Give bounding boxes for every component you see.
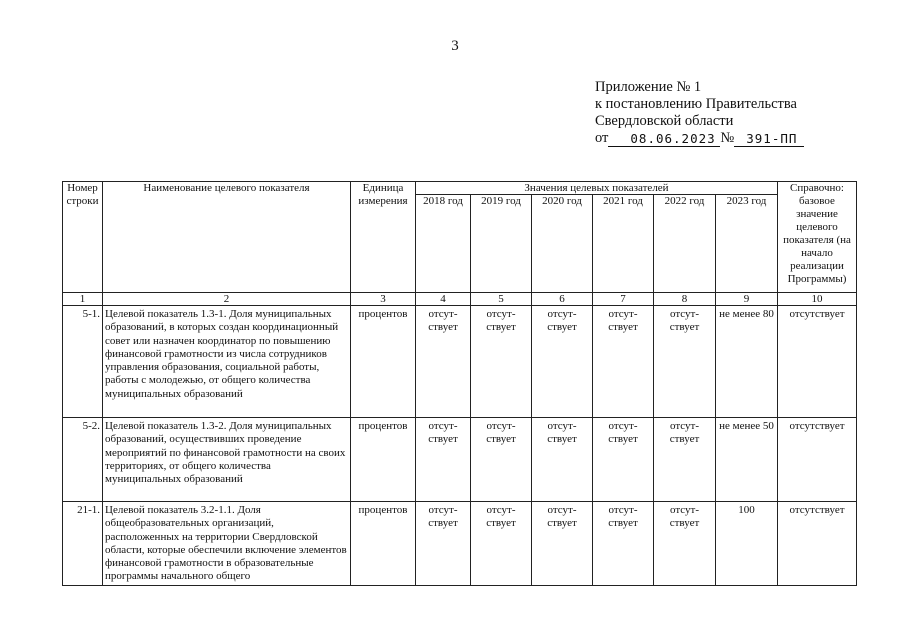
reference-value: отсутствует xyxy=(778,306,857,418)
page-number: 3 xyxy=(451,38,459,54)
table-row xyxy=(63,418,857,502)
value-2023: не менее 50 xyxy=(716,418,778,502)
appendix-date-line xyxy=(595,130,804,147)
column-number: 10 xyxy=(778,293,857,306)
row-number: 5-2. xyxy=(63,418,103,502)
column-number: 9 xyxy=(716,293,778,306)
value-2019: отсут-ствует xyxy=(471,306,532,418)
value-2020: отсут-ствует xyxy=(532,306,593,418)
value-2023: 100 xyxy=(716,502,778,586)
reference-value: отсутствует xyxy=(778,502,857,586)
header-unit: Единица измерения xyxy=(351,182,416,293)
indicator-name: Целевой показатель 1.3-1. Доля муниципальных образований, в которых создан координационный совет или назначен координатор по повышению финансовой грамотности из числа сотрудников управления образования, социальной работы, работы с молодежью, от общего количества муниципальных образований xyxy=(103,306,351,418)
column-number: 6 xyxy=(532,293,593,306)
row-number: 5-1. xyxy=(63,306,103,418)
value-2022: отсут-ствует xyxy=(654,418,716,502)
header-year: 2019 год xyxy=(471,195,532,293)
table-row xyxy=(63,502,857,586)
indicators-table xyxy=(62,181,857,586)
header-year: 2023 год xyxy=(716,195,778,293)
value-2018: отсут-ствует xyxy=(416,502,471,586)
number-label: № xyxy=(720,130,735,146)
column-number: 5 xyxy=(471,293,532,306)
reference-value: отсутствует xyxy=(778,418,857,502)
indicator-name: Целевой показатель 1.3-2. Доля муниципальных образований, осуществивших проведение мероприятий по финансовой грамотности на своих территориях, от общего количества муниципальных образований xyxy=(103,418,351,502)
column-number: 7 xyxy=(593,293,654,306)
appendix-region-line: Свердловской области xyxy=(595,113,734,129)
column-number: 1 xyxy=(63,293,103,306)
value-2022: отсут-ствует xyxy=(654,306,716,418)
column-number: 8 xyxy=(654,293,716,306)
header-reference: Справочно: базовое значение целевого показателя (на начало реализации Программы) xyxy=(778,182,857,293)
value-2018: отсут-ствует xyxy=(416,418,471,502)
column-number: 2 xyxy=(103,293,351,306)
indicator-name: Целевой показатель 3.2-1.1. Доля общеобразовательных организаций, расположенных на территории Свердловской области, которые обеспечили включение элементов финансовой грамотности в образовательные программы начального общего xyxy=(103,502,351,586)
appendix-decree-line: к постановлению Правительства xyxy=(595,96,797,112)
value-2020: отсут-ствует xyxy=(532,418,593,502)
appendix-title: Приложение № 1 xyxy=(595,79,702,95)
decree-number: 391-ПП xyxy=(734,132,804,147)
appendix-header xyxy=(595,79,804,147)
header-row-number: Номер строки xyxy=(63,182,103,293)
header-year: 2022 год xyxy=(654,195,716,293)
value-2021: отсут-ствует xyxy=(593,418,654,502)
value-2023: не менее 80 xyxy=(716,306,778,418)
table-row xyxy=(63,306,857,418)
value-2021: отсут-ствует xyxy=(593,306,654,418)
row-number: 21-1. xyxy=(63,502,103,586)
header-values-group: Значения целевых показателей xyxy=(416,182,778,195)
from-label: от xyxy=(595,130,609,146)
column-number: 3 xyxy=(351,293,416,306)
header-indicator-name: Наименование целевого показателя xyxy=(103,182,351,293)
decree-date: 08.06.2023 xyxy=(608,132,720,147)
unit: процентов xyxy=(351,502,416,586)
value-2020: отсут-ствует xyxy=(532,502,593,586)
unit: процентов xyxy=(351,418,416,502)
header-year: 2021 год xyxy=(593,195,654,293)
unit: процентов xyxy=(351,306,416,418)
value-2021: отсут-ствует xyxy=(593,502,654,586)
value-2019: отсут-ствует xyxy=(471,418,532,502)
value-2022: отсут-ствует xyxy=(654,502,716,586)
header-year: 2020 год xyxy=(532,195,593,293)
column-number: 4 xyxy=(416,293,471,306)
value-2018: отсут-ствует xyxy=(416,306,471,418)
value-2019: отсут-ствует xyxy=(471,502,532,586)
header-year: 2018 год xyxy=(416,195,471,293)
